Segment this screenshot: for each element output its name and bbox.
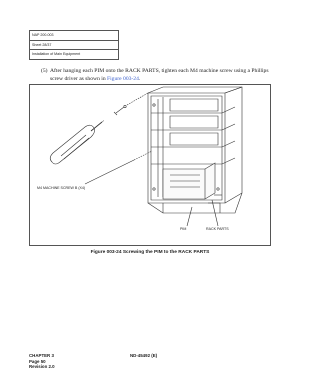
label-pim: PIM [180,227,187,231]
doc-number: NAP 200-003 [30,31,118,41]
section-title: Installation of Main Equipment [32,52,81,56]
step-text-main: After hanging each PIM onto the RACK PARTS, tighten each M4 machine screw using a Phillips screw driver as shown in [50,68,269,82]
figure-frame [29,84,271,246]
figure-caption: Figure 003-24 Screwing the PIM to the RACK PARTS [90,250,210,255]
footer-doc-id: ND-45492 (E) [130,353,158,358]
label-rack-parts: RACK PARTS [206,227,229,231]
figure-link[interactable]: Figure 003-24 [107,76,139,82]
document-header-box [29,30,119,60]
footer-chapter: CHAPTER 3 [29,353,54,358]
screw-icon [114,105,126,115]
pim-card [163,163,215,199]
screwdriver-icon [50,121,104,165]
footer-page: Page 50 [29,358,46,364]
pim-rack-illustration [30,85,272,247]
footer-left [29,353,55,370]
step-text-end: . [138,76,141,82]
sheet-number: Sheet 28/37 [30,41,118,51]
label-m4-screws: M4 MACHINE SCREW B (X4) [37,186,86,190]
step-number: (5) [41,68,48,74]
step-text [50,67,271,83]
footer-revision: Revision 2.0 [29,364,55,370]
